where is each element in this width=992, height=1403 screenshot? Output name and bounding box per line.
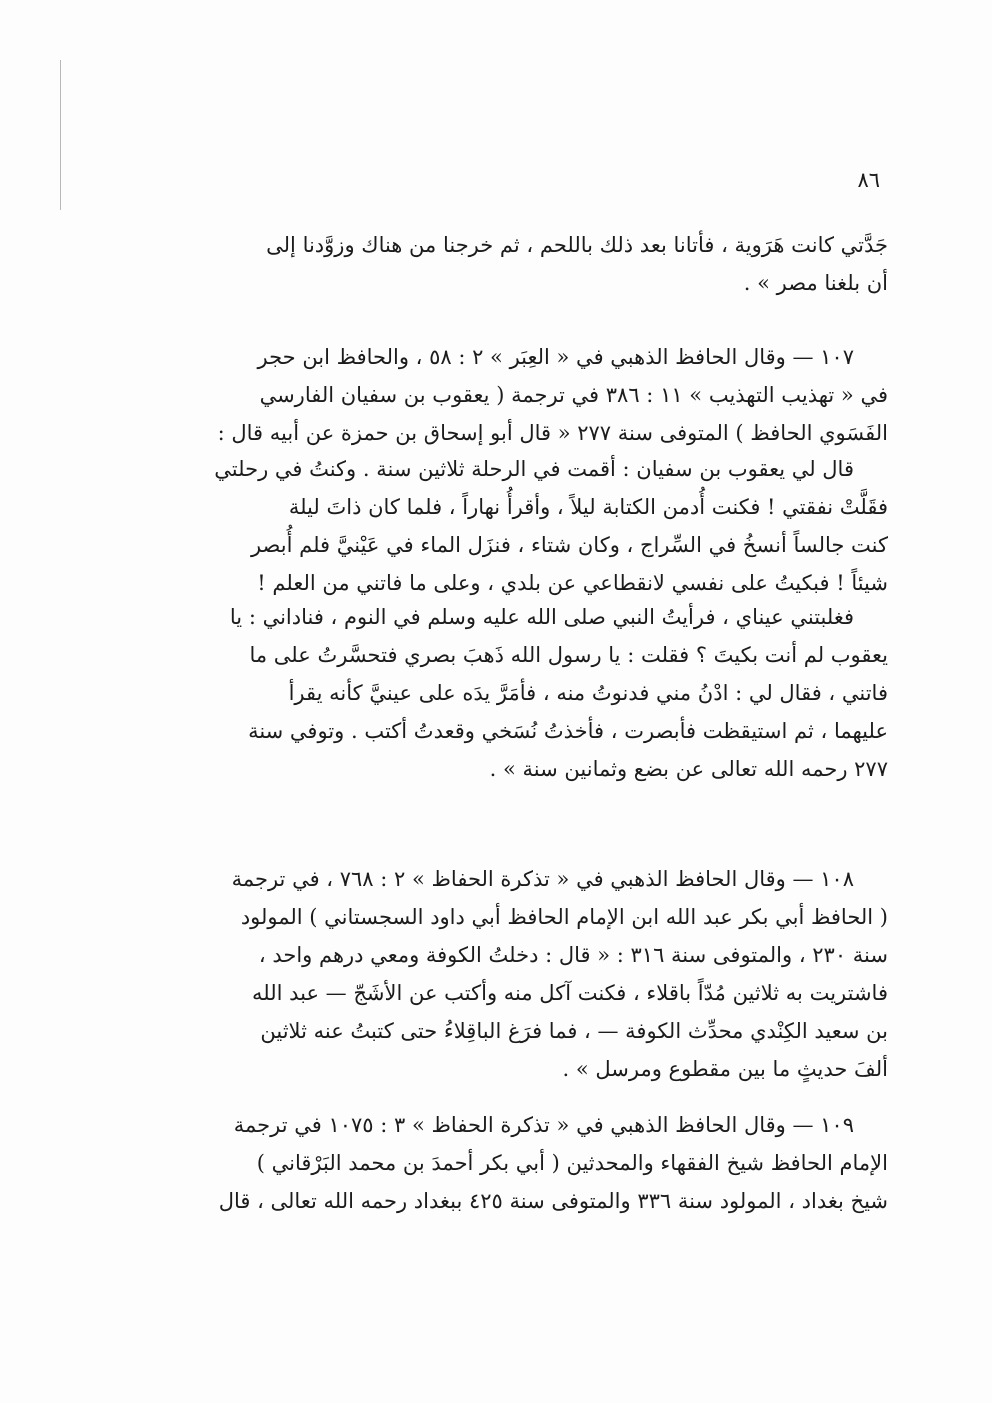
text-line: فاتني ، فقال لي : ادْنُ مني فدنوتُ منه ، فأمَرَّ يدَه على عينيَّ كأنه يقرأ <box>288 681 888 705</box>
text-line: فقَلَّتْ نفقتي ! فكنت أُدمن الكتابة ليلاً ، وأقرأُ نهاراً ، فلما كان ذاتَ ليلة <box>288 495 888 519</box>
page-number: ٨٦ <box>857 168 880 192</box>
paragraph-quote-yaqub <box>200 450 888 602</box>
text-line: جَدَّتي كانت هَرَوية ، فأتانا بعد ذلك باللحم ، ثم خرجنا من هناك وزوَّدنا إلى <box>266 233 888 257</box>
text-line: ألفَ حديثٍ ما بين مقطوع ومرسل » . <box>562 1057 888 1081</box>
text-line: سنة ٢٣٠ ، والمتوفى سنة ٣١٦ : « قال : دخلتُ الكوفة ومعي درهم واحد ، <box>258 943 888 967</box>
text-line: كنت جالساً أنسخُ في السِّراج ، وكان شتاء ، فنزَل الماء في عَيْنيَّ فلم أُبصر <box>250 533 888 557</box>
text-line: في « تهذيب التهذيب » ١١ : ٣٨٦ في ترجمة ( يعقوب بن سفيان الفارسي <box>259 383 888 407</box>
text-line: ٢٧٧ رحمه الله تعالى عن بضع وثمانين سنة » . <box>489 757 888 781</box>
paragraph-108 <box>200 860 888 1088</box>
text-line: فاشتريت به ثلاثين مُدّاً باقلاء ، فكنت آكل منه وأكتب عن الأشَجّ — عبد الله <box>251 981 888 1005</box>
paragraph-109 <box>200 1106 888 1220</box>
text-line: عليهما ، ثم استيقظت فأبصرت ، فأخذتُ نُسَخي وقعدتُ أكتب . وتوفي سنة <box>248 719 888 743</box>
text-line: شيئاً ! فبكيتُ على نفسي لانقطاعي عن بلدي ، وعلى ما فاتني من العلم ! <box>257 571 888 595</box>
text-line: قال لي يعقوب بن سفيان : أقمت في الرحلة ثلاثين سنة . وكنتُ في رحلتي <box>214 457 854 481</box>
paragraph-dream <box>200 598 888 788</box>
text-line: الفَسَوي الحافظ ) المتوفى سنة ٢٧٧ « قال أبو إسحاق بن حمزة عن أبيه قال : <box>217 421 888 445</box>
text-line: ١٠٩ — وقال الحافظ الذهبي في « تذكرة الحفاظ » ٣ : ١٠٧٥ في ترجمة <box>233 1113 854 1137</box>
text-line: الإمام الحافظ شيخ الفقهاء والمحدثين ( أبي بكر أحمدَ بن محمد البَرْقاني ) <box>256 1151 888 1175</box>
text-line: ١٠٧ — وقال الحافظ الذهبي في « العِبَر » ٢ : ٥٨ ، والحافظ ابن حجر <box>257 345 854 369</box>
text-line: أن بلغنا مصر » . <box>743 271 888 295</box>
text-line: ١٠٨ — وقال الحافظ الذهبي في « تذكرة الحفاظ » ٢ : ٧٦٨ ، في ترجمة <box>231 867 854 891</box>
text-line: شيخ بغداد ، المولود سنة ٣٣٦ والمتوفى سنة ٤٢٥ ببغداد رحمه الله تعالى ، قال <box>218 1189 888 1213</box>
scan-margin-line <box>60 60 61 210</box>
text-line: بن سعيد الكِنْدي محدِّث الكوفة — ، فما فرَغ الباقِلاءُ حتى كتبتُ عنه ثلاثين <box>260 1019 888 1043</box>
paragraph-107 <box>200 338 888 452</box>
text-line: ( الحافظ أبي بكر عبد الله ابن الإمام الحافظ أبي داود السجستاني ) المولود <box>240 905 888 929</box>
paragraph-continuation <box>200 226 888 302</box>
text-line: يعقوب لم أنت بكيتَ ؟ فقلت : يا رسول الله ذَهبَ بصري فتحسَّرتُ على ما <box>249 643 888 667</box>
text-line: فغلبتني عيناي ، فرأيتُ النبي صلى الله عليه وسلم في النوم ، فناداني : يا <box>229 605 854 629</box>
